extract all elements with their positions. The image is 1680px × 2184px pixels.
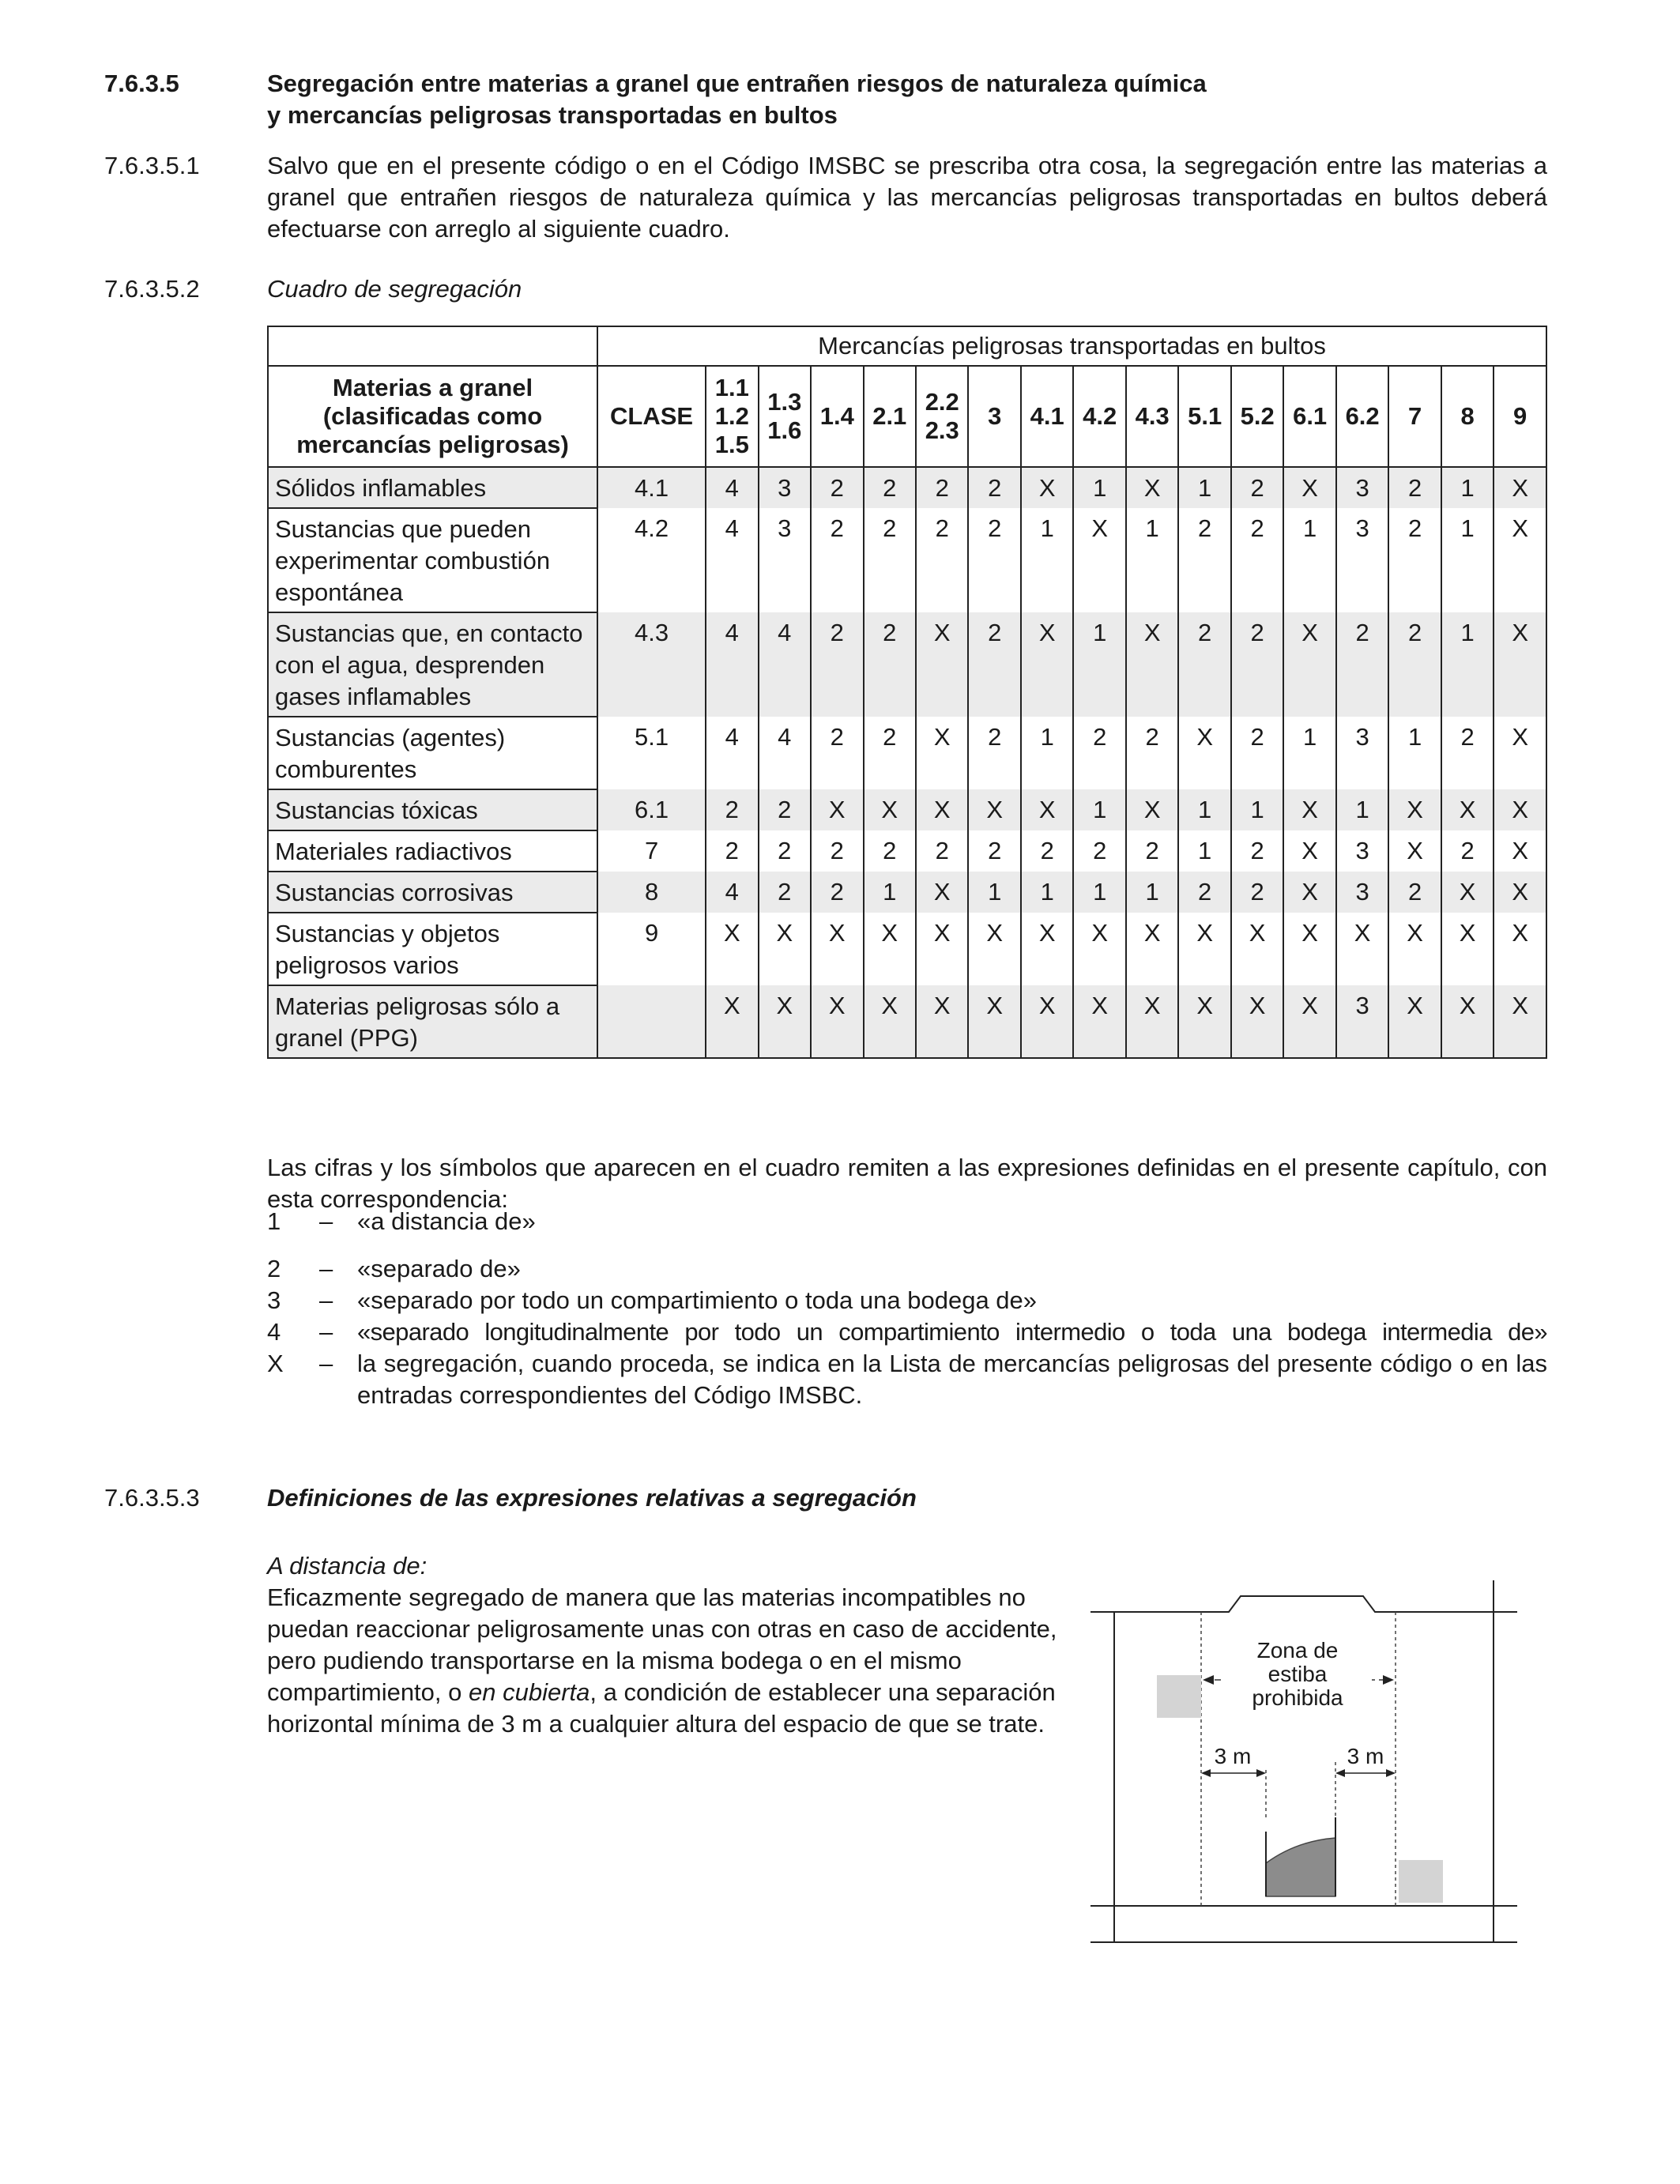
- segregation-value-cell: 4: [706, 467, 758, 508]
- segregation-value-cell: 1: [1441, 612, 1494, 717]
- segregation-value-cell: 2: [759, 830, 811, 872]
- segregation-value-cell: X: [1073, 508, 1125, 612]
- bulk-cargo-pile: [1266, 1838, 1335, 1896]
- class-cell: 4.3: [597, 612, 706, 717]
- segregation-value-cell: 2: [1388, 467, 1441, 508]
- para-3-title: Definiciones de las expresiones relativas a segregación: [267, 1484, 917, 1512]
- segregation-value-cell: 2: [1073, 830, 1125, 872]
- substance-cell: Sustancias tóxicas: [268, 789, 597, 830]
- segregation-value-cell: 2: [1388, 872, 1441, 913]
- zone-label-line-1: Zona de: [1256, 1638, 1339, 1662]
- table-row: [268, 612, 1546, 717]
- segregation-value-cell: X: [1494, 913, 1546, 985]
- column-header: 1.1 1.2 1.5: [706, 366, 758, 467]
- para-3-number: 7.6.3.5.3: [104, 1484, 200, 1512]
- legend-text: «separado longitudinalmente por todo un compartimiento intermedio o toda una bodega intermedia de»: [357, 1318, 1547, 1346]
- class-cell: 6.1: [597, 789, 706, 830]
- segregation-value-cell: 2: [706, 789, 758, 830]
- para-3-text-before: Eficazmente segregado de manera que las materias incompatibles no puedan reaccionar peligrosamente unas con otras en caso de accidente, pero pudiendo transportarse en la misma bodega o en el mismo compartimiento, o: [267, 1583, 1057, 1706]
- segregation-value-cell: X: [1126, 612, 1178, 717]
- segregation-value-cell: 2: [916, 467, 968, 508]
- segregation-value-cell: 1: [1073, 467, 1125, 508]
- segregation-value-cell: X: [1283, 789, 1335, 830]
- segregation-value-cell: X: [811, 913, 863, 985]
- substance-cell: Materias peligrosas sólo a granel (PPG): [268, 985, 597, 1058]
- segregation-value-cell: X: [916, 789, 968, 830]
- table-column-header-row: [268, 366, 1546, 467]
- segregation-value-cell: 2: [1178, 508, 1230, 612]
- table-row: [268, 467, 1546, 508]
- segregation-value-cell: 2: [811, 872, 863, 913]
- segregation-value-cell: 2: [968, 508, 1020, 612]
- class-cell: [597, 985, 706, 1058]
- segregation-value-cell: 2: [864, 508, 916, 612]
- segregation-value-cell: 3: [759, 508, 811, 612]
- segregation-value-cell: X: [1494, 717, 1546, 789]
- legend-dash: –: [319, 1286, 333, 1314]
- segregation-value-cell: X: [1126, 467, 1178, 508]
- segregation-value-cell: 4: [706, 508, 758, 612]
- substance-cell: Sólidos inflamables: [268, 467, 597, 508]
- segregation-value-cell: X: [759, 985, 811, 1058]
- para-3-text-italic: en cubierta: [469, 1678, 590, 1706]
- table-corner-cell: [268, 326, 597, 366]
- segregation-value-cell: 2: [1441, 830, 1494, 872]
- segregation-value-cell: 3: [1336, 985, 1388, 1058]
- segregation-value-cell: 1: [1441, 467, 1494, 508]
- column-header: 6.2: [1336, 366, 1388, 467]
- table-row: [268, 985, 1546, 1058]
- segregation-value-cell: 4: [759, 717, 811, 789]
- legend-text: «separado por todo un compartimiento o toda una bodega de»: [357, 1286, 1038, 1314]
- legend-intro: Las cifras y los símbolos que aparecen en el cuadro remiten a las expresiones definidas en el presente capítulo, con esta correspondencia:: [267, 1154, 1547, 1213]
- left-distance-label: 3 m: [1214, 1744, 1252, 1768]
- substance-cell: Sustancias corrosivas: [268, 872, 597, 913]
- section-title-line-2: y mercancías peligrosas transportadas en bultos: [267, 101, 838, 129]
- table-row: [268, 913, 1546, 985]
- segregation-value-cell: 1: [1021, 872, 1073, 913]
- segregation-value-cell: X: [1178, 913, 1230, 985]
- package-left: [1157, 1675, 1201, 1718]
- segregation-value-cell: X: [1021, 612, 1073, 717]
- segregation-value-cell: X: [1494, 612, 1546, 717]
- segregation-value-cell: X: [1336, 913, 1388, 985]
- right-distance-head-1: [1335, 1769, 1345, 1777]
- segregation-value-cell: X: [864, 913, 916, 985]
- class-cell: 8: [597, 872, 706, 913]
- zone-label-line-3: prohibida: [1252, 1685, 1343, 1710]
- zone-arrow-left-head: [1203, 1675, 1214, 1685]
- segregation-value-cell: 1: [1441, 508, 1494, 612]
- segregation-value-cell: X: [1388, 789, 1441, 830]
- segregation-value-cell: X: [968, 985, 1020, 1058]
- segregation-value-cell: 4: [759, 612, 811, 717]
- segregation-value-cell: X: [916, 872, 968, 913]
- substance-cell: Sustancias y objetos peligrosos varios: [268, 913, 597, 985]
- segregation-value-cell: 2: [811, 467, 863, 508]
- segregation-value-cell: 1: [1073, 612, 1125, 717]
- segregation-value-cell: X: [1126, 789, 1178, 830]
- package-right: [1399, 1860, 1443, 1903]
- segregation-value-cell: X: [1494, 830, 1546, 872]
- segregation-value-cell: 4: [706, 717, 758, 789]
- segregation-value-cell: X: [1126, 985, 1178, 1058]
- segregation-value-cell: 2: [916, 508, 968, 612]
- row-header: Materias a granel (clasificadas como mercancías peligrosas): [268, 366, 597, 467]
- segregation-value-cell: 1: [1283, 508, 1335, 612]
- legend-dash: –: [319, 1207, 333, 1235]
- stowage-zone-figure: [1083, 1580, 1525, 1952]
- segregation-value-cell: 1: [1231, 789, 1283, 830]
- class-cell: 4.2: [597, 508, 706, 612]
- segregation-value-cell: 2: [1178, 872, 1230, 913]
- segregation-value-cell: X: [1283, 467, 1335, 508]
- segregation-value-cell: X: [1388, 985, 1441, 1058]
- segregation-value-cell: 1: [1126, 508, 1178, 612]
- legend-symbol: 2: [267, 1255, 281, 1282]
- segregation-value-cell: 3: [1336, 830, 1388, 872]
- segregation-value-cell: X: [916, 612, 968, 717]
- segregation-value-cell: 4: [706, 612, 758, 717]
- para-1-text: Salvo que en el presente código o en el Código IMSBC se prescriba otra cosa, la segregación entre las materias a granel que entrañen riesgos de naturaleza química y las mercancías peligrosas transportadas en bultos deberá efectuarse con arreglo al siguiente cuadro.: [267, 152, 1547, 243]
- segregation-value-cell: 2: [1126, 717, 1178, 789]
- column-header: 3: [968, 366, 1020, 467]
- segregation-value-cell: 2: [1231, 612, 1283, 717]
- para-1-number: 7.6.3.5.1: [104, 152, 200, 179]
- segregation-value-cell: 2: [968, 612, 1020, 717]
- segregation-value-cell: X: [1021, 789, 1073, 830]
- segregation-value-cell: 1: [1178, 830, 1230, 872]
- legend-dash: –: [319, 1318, 333, 1346]
- column-header: 5.2: [1231, 366, 1283, 467]
- segregation-value-cell: 1: [1021, 508, 1073, 612]
- segregation-value-cell: X: [1494, 789, 1546, 830]
- legend-symbol: X: [267, 1350, 284, 1377]
- segregation-value-cell: X: [706, 913, 758, 985]
- segregation-value-cell: 3: [1336, 717, 1388, 789]
- segregation-value-cell: X: [1231, 913, 1283, 985]
- legend-symbol: 3: [267, 1286, 281, 1314]
- segregation-value-cell: 2: [1441, 717, 1494, 789]
- segregation-value-cell: X: [1388, 913, 1441, 985]
- segregation-value-cell: 2: [1231, 830, 1283, 872]
- substance-cell: Materiales radiactivos: [268, 830, 597, 872]
- segregation-value-cell: X: [759, 913, 811, 985]
- column-header: 9: [1494, 366, 1546, 467]
- para-3-subtitle: A distancia de:: [267, 1552, 428, 1580]
- segregation-value-cell: X: [864, 789, 916, 830]
- segregation-value-cell: 2: [811, 508, 863, 612]
- legend-symbol: 4: [267, 1318, 281, 1346]
- zone-label-line-2: estiba: [1268, 1662, 1328, 1686]
- segregation-value-cell: 2: [811, 830, 863, 872]
- segregation-value-cell: 2: [968, 467, 1020, 508]
- substance-cell: Sustancias que, en contacto con el agua, desprenden gases inflamables: [268, 612, 597, 717]
- segregation-value-cell: X: [968, 789, 1020, 830]
- table-group-header-row: [268, 326, 1546, 366]
- segregation-value-cell: 2: [864, 830, 916, 872]
- segregation-value-cell: X: [864, 985, 916, 1058]
- segregation-value-cell: 2: [1388, 612, 1441, 717]
- column-header: 2.2 2.3: [916, 366, 968, 467]
- segregation-value-cell: X: [1441, 913, 1494, 985]
- segregation-value-cell: 2: [1073, 717, 1125, 789]
- column-header: 7: [1388, 366, 1441, 467]
- segregation-value-cell: 2: [916, 830, 968, 872]
- segregation-value-cell: X: [1283, 830, 1335, 872]
- column-header: 6.1: [1283, 366, 1335, 467]
- class-cell: 7: [597, 830, 706, 872]
- deck-line: [1090, 1596, 1517, 1612]
- table-row: [268, 872, 1546, 913]
- para-2-title: Cuadro de segregación: [267, 275, 522, 303]
- legend-dash: –: [319, 1350, 333, 1377]
- segregation-value-cell: X: [1494, 467, 1546, 508]
- para-3-text: [267, 1582, 1065, 1740]
- segregation-value-cell: X: [968, 913, 1020, 985]
- segregation-value-cell: 1: [1336, 789, 1388, 830]
- segregation-value-cell: 1: [1178, 467, 1230, 508]
- table-row: [268, 830, 1546, 872]
- legend-text: la segregación, cuando proceda, se indica en la Lista de mercancías peligrosas del presente código o en las entradas correspondientes del Código IMSBC.: [357, 1350, 1547, 1409]
- section-title-line-1: Segregación entre materias a granel que entrañen riesgos de naturaleza química: [267, 70, 1207, 97]
- segregation-value-cell: X: [1073, 913, 1125, 985]
- group-header: Mercancías peligrosas transportadas en bultos: [597, 326, 1546, 366]
- substance-cell: Sustancias que pueden experimentar combustión espontánea: [268, 508, 597, 612]
- segregation-value-cell: 2: [811, 612, 863, 717]
- segregation-value-cell: X: [916, 913, 968, 985]
- segregation-value-cell: X: [1021, 985, 1073, 1058]
- segregation-value-cell: 2: [1231, 467, 1283, 508]
- segregation-value-cell: 2: [1178, 612, 1230, 717]
- column-header: 2.1: [864, 366, 916, 467]
- segregation-value-cell: 2: [1336, 612, 1388, 717]
- left-distance-head-2: [1256, 1769, 1266, 1777]
- table-row: [268, 508, 1546, 612]
- column-header: 5.1: [1178, 366, 1230, 467]
- segregation-value-cell: 1: [1073, 872, 1125, 913]
- right-distance-label: 3 m: [1347, 1744, 1384, 1768]
- segregation-value-cell: 2: [1388, 508, 1441, 612]
- segregation-value-cell: 2: [968, 830, 1020, 872]
- segregation-table: [267, 326, 1547, 1059]
- segregation-value-cell: 2: [1231, 717, 1283, 789]
- segregation-value-cell: 3: [1336, 872, 1388, 913]
- segregation-value-cell: X: [811, 789, 863, 830]
- table-row: [268, 789, 1546, 830]
- segregation-value-cell: X: [1283, 985, 1335, 1058]
- segregation-value-cell: X: [1283, 612, 1335, 717]
- segregation-value-cell: X: [1283, 913, 1335, 985]
- class-header: CLASE: [597, 366, 706, 467]
- segregation-value-cell: 2: [968, 717, 1020, 789]
- segregation-value-cell: X: [1494, 985, 1546, 1058]
- segregation-value-cell: 2: [1021, 830, 1073, 872]
- segregation-value-cell: X: [1441, 789, 1494, 830]
- column-header: 4.2: [1073, 366, 1125, 467]
- segregation-value-cell: X: [1021, 467, 1073, 508]
- table-row: [268, 717, 1546, 789]
- legend-text: «a distancia de»: [357, 1207, 536, 1235]
- column-header: 8: [1441, 366, 1494, 467]
- segregation-value-cell: 3: [759, 467, 811, 508]
- section-number: 7.6.3.5: [104, 70, 179, 97]
- segregation-value-cell: 2: [811, 717, 863, 789]
- segregation-value-cell: X: [1126, 913, 1178, 985]
- para-3-text-after: , a condición de establecer una separación horizontal mínima de 3 m a cualquier altura del espacio de que se trate.: [267, 1678, 1056, 1738]
- segregation-value-cell: X: [1073, 985, 1125, 1058]
- segregation-value-cell: X: [1178, 717, 1230, 789]
- segregation-value-cell: X: [1231, 985, 1283, 1058]
- segregation-value-cell: X: [916, 717, 968, 789]
- segregation-value-cell: 1: [1388, 717, 1441, 789]
- segregation-value-cell: 4: [706, 872, 758, 913]
- segregation-value-cell: 1: [864, 872, 916, 913]
- segregation-value-cell: 3: [1336, 467, 1388, 508]
- segregation-value-cell: 1: [1178, 789, 1230, 830]
- table-body: [268, 467, 1546, 1058]
- segregation-value-cell: X: [1283, 872, 1335, 913]
- segregation-value-cell: X: [1441, 872, 1494, 913]
- segregation-value-cell: 1: [968, 872, 1020, 913]
- segregation-value-cell: 2: [864, 612, 916, 717]
- segregation-value-cell: 1: [1126, 872, 1178, 913]
- class-cell: 5.1: [597, 717, 706, 789]
- class-cell: 9: [597, 913, 706, 985]
- segregation-value-cell: 2: [1231, 872, 1283, 913]
- section-title: [267, 68, 1547, 131]
- zone-arrow-right-head: [1383, 1675, 1394, 1685]
- segregation-value-cell: 2: [706, 830, 758, 872]
- segregation-value-cell: X: [1494, 508, 1546, 612]
- left-distance-head-1: [1201, 1769, 1211, 1777]
- legend-text: «separado de»: [357, 1255, 521, 1282]
- segregation-value-cell: 2: [1126, 830, 1178, 872]
- segregation-value-cell: 3: [1336, 508, 1388, 612]
- legend-dash: –: [319, 1255, 333, 1282]
- segregation-value-cell: X: [1021, 913, 1073, 985]
- segregation-value-cell: X: [1494, 872, 1546, 913]
- segregation-value-cell: 1: [1073, 789, 1125, 830]
- class-cell: 4.1: [597, 467, 706, 508]
- segregation-value-cell: X: [916, 985, 968, 1058]
- column-header: 4.3: [1126, 366, 1178, 467]
- para-2-number: 7.6.3.5.2: [104, 275, 200, 303]
- segregation-value-cell: X: [1178, 985, 1230, 1058]
- column-header: 1.3 1.6: [759, 366, 811, 467]
- segregation-value-cell: X: [706, 985, 758, 1058]
- substance-cell: Sustancias (agentes) comburentes: [268, 717, 597, 789]
- segregation-value-cell: 2: [864, 467, 916, 508]
- segregation-value-cell: 2: [1231, 508, 1283, 612]
- segregation-value-cell: 1: [1283, 717, 1335, 789]
- right-distance-head-2: [1386, 1769, 1396, 1777]
- segregation-value-cell: X: [811, 985, 863, 1058]
- column-header: 4.1: [1021, 366, 1073, 467]
- segregation-value-cell: 2: [864, 717, 916, 789]
- column-header: 1.4: [811, 366, 863, 467]
- segregation-value-cell: 2: [759, 789, 811, 830]
- legend-symbol: 1: [267, 1207, 281, 1235]
- segregation-value-cell: 1: [1021, 717, 1073, 789]
- segregation-value-cell: X: [1388, 830, 1441, 872]
- segregation-value-cell: 2: [759, 872, 811, 913]
- segregation-value-cell: X: [1441, 985, 1494, 1058]
